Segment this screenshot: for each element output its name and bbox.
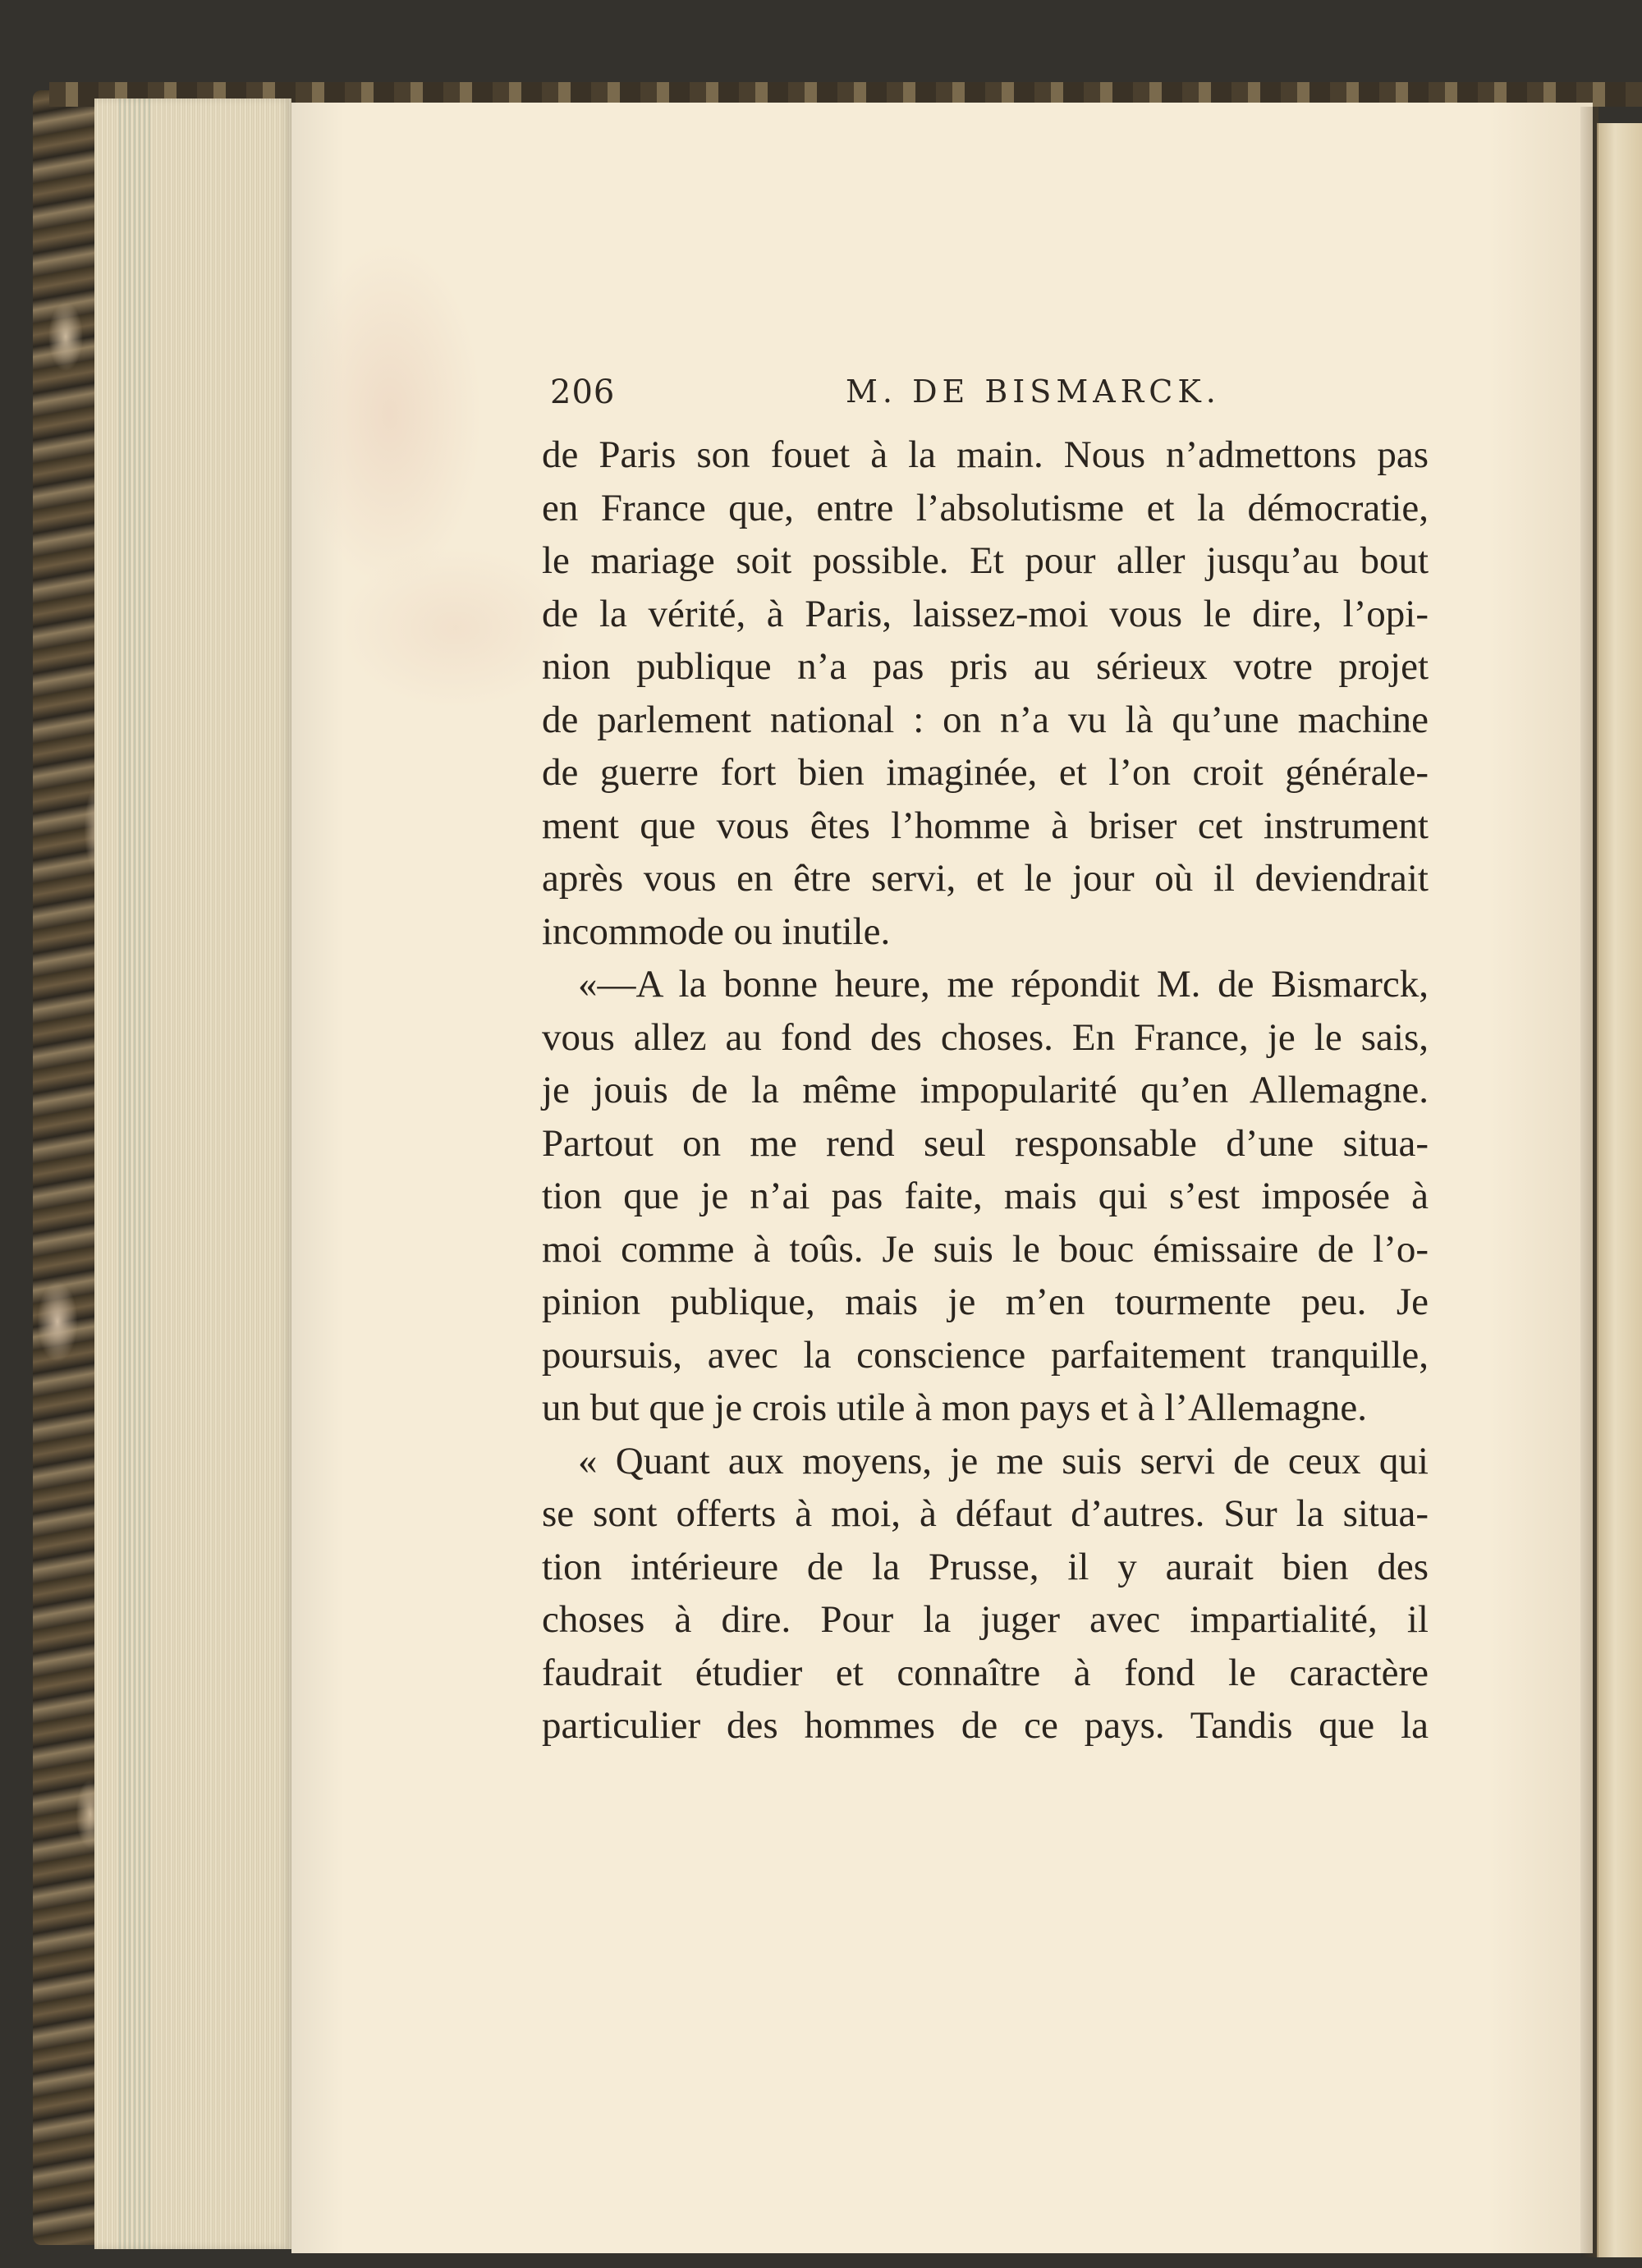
text-line: moi comme à toûs. Je suis le bouc émissaire de l’o- <box>542 1227 1429 1271</box>
text-line: je jouis de la même impopularité qu’en Allemagne. <box>542 1069 1429 1111</box>
text-line: nion publique n’a pas pris au sérieux votre projet <box>542 645 1429 688</box>
text-line: de la vérité, à Paris, laissez-moi vous le dire, l’opi- <box>542 592 1429 635</box>
text-line: vous allez au fond des choses. En France, je le sais, <box>542 1015 1429 1059</box>
text-line: particulier des hommes de ce pays. Tandis que la <box>542 1704 1429 1747</box>
page-header <box>550 373 1420 423</box>
text-line: incommode ou inutile. <box>542 909 891 953</box>
body-text <box>542 428 1429 1753</box>
text-line: de parlement national : on n’a vu là qu’une machine <box>542 698 1429 741</box>
text-line: un but que je crois utile à mon pays et à l’Allemagne. <box>542 1386 1367 1429</box>
text-line: faudrait étudier et connaître à fond le caractère <box>542 1651 1429 1694</box>
page-gutter <box>1580 107 1598 2257</box>
text-line: de Paris son fouet à la main. Nous n’admettons pas <box>542 433 1429 476</box>
text-line: en France que, entre l’absolutisme et la démocratie, <box>542 486 1429 529</box>
text-line: tion que je n’ai pas faite, mais qui s’est imposée à <box>542 1175 1429 1217</box>
text-line: de guerre fort bien imaginée, et l’on croit générale- <box>542 751 1429 794</box>
running-title: M. DE BISMARCK. <box>846 373 1221 410</box>
text-line: après vous en être servi, et le jour où il deviendrait <box>542 857 1429 900</box>
text-line: ment que vous êtes l’homme à briser cet instrument <box>542 804 1429 847</box>
text-line: se sont offerts à moi, à défaut d’autres. Sur la situa- <box>542 1492 1429 1535</box>
text-line: tion intérieure de la Prusse, il y aurait bien des <box>542 1545 1429 1588</box>
text-line: poursuis, avec la conscience parfaitement tranquille, <box>542 1333 1429 1377</box>
text-line: choses à dire. Pour la juger avec impartialité, il <box>542 1598 1429 1641</box>
text-line: pinion publique, mais je m’en tourmente peu. Je <box>542 1281 1429 1323</box>
text-line: «—A la bonne heure, me répondit M. de Bismarck, <box>578 963 1429 1006</box>
facing-page <box>1597 123 1642 2257</box>
page-number: 206 <box>550 373 616 411</box>
text-line: « Quant aux moyens, je me suis servi de ceux qui <box>578 1439 1429 1482</box>
text-line: le mariage soit possible. Et pour aller jusqu’au bout <box>542 539 1429 582</box>
page-edges-stack <box>94 99 291 2249</box>
text-line: Partout on me rend seul responsable d’une situa- <box>542 1121 1429 1165</box>
